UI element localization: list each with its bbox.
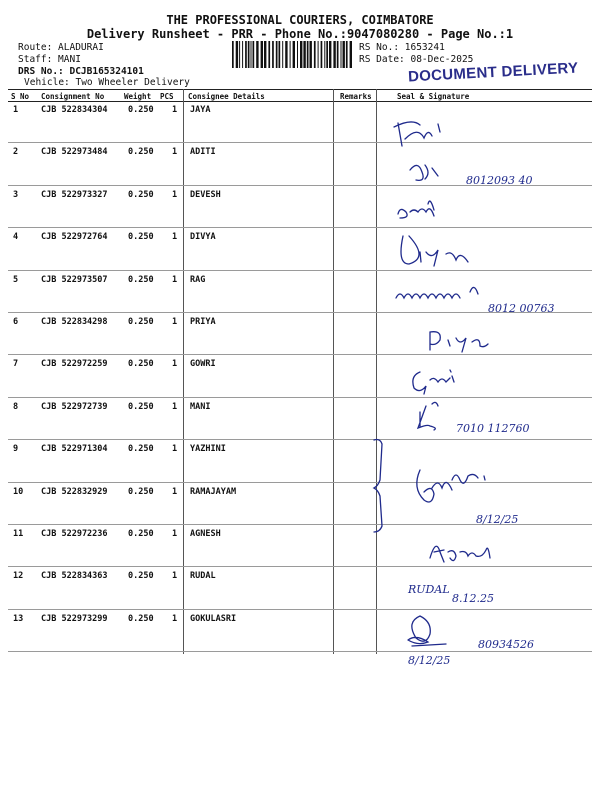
handwritten-date-12: 8.12.25 <box>452 592 494 605</box>
col-sno: S No <box>11 92 30 101</box>
cell-consignment-no: CJB 522973484 <box>41 147 108 158</box>
cell-consignment-no: CJB 522972236 <box>41 529 108 539</box>
handwritten-phone-5: 8012 00763 <box>488 302 555 315</box>
cell-sno: 10 <box>13 486 24 497</box>
cell-consignee: AGNESH <box>190 529 221 539</box>
cell-consignee: GOWRI <box>190 359 216 370</box>
cell-pcs: 1 <box>172 444 178 455</box>
signature-ramajayam <box>417 470 485 502</box>
col-pcs: PCS <box>160 92 174 101</box>
cell-pcs: 1 <box>172 571 178 582</box>
signature-mani <box>418 402 438 430</box>
company-title: THE PROFESSIONAL COURIERS, COIMBATORE <box>166 13 434 27</box>
cell-sno: 2 <box>13 147 19 158</box>
cell-pcs: 1 <box>172 274 178 285</box>
cell-consignee: RAG <box>190 274 206 285</box>
cell-pcs: 1 <box>172 232 178 243</box>
cell-weight: 0.250 <box>128 232 154 243</box>
signature-agnesh <box>430 546 490 562</box>
cell-weight: 0.250 <box>128 529 154 539</box>
cell-pcs: 1 <box>172 486 178 497</box>
handwritten-date-13: 8/12/25 <box>408 654 451 667</box>
signature-divya <box>401 236 468 266</box>
signature-gowri <box>413 370 454 394</box>
cell-sno: 8 <box>13 401 19 412</box>
col-signature: Seal & Signature <box>397 92 470 101</box>
cell-consignment-no: CJB 522972259 <box>41 359 108 370</box>
cell-consignment-no: CJB 522972764 <box>41 232 108 243</box>
rs-date: RS Date: 08-Dec-2025 <box>359 54 474 65</box>
handwritten-phone-2: 8012093 40 <box>466 174 533 187</box>
cell-pcs: 1 <box>172 529 178 539</box>
runsheet-subtitle: Delivery Runsheet - PRR - Phone No.:9047080280 - Page No.:1 <box>86 27 514 41</box>
vehicle-label: Vehicle: Two Wheeler Delivery <box>24 77 190 88</box>
cell-consignee: RUDAL <box>190 571 216 582</box>
cell-consignment-no: CJB 522832929 <box>41 486 108 497</box>
signature-priya <box>430 332 488 352</box>
cell-consignment-no: CJB 522834298 <box>41 317 108 327</box>
handwritten-phone-13: 80934526 <box>478 638 534 651</box>
cell-consignment-no: CJB 522971304 <box>41 444 108 455</box>
cell-consignee: ADITI <box>190 147 216 158</box>
drs-number: DRS No.: DCJB165324101 <box>18 66 144 77</box>
cell-consignee: DIVYA <box>190 232 216 243</box>
cell-consignee: RAMAJAYAM <box>190 486 237 497</box>
cell-pcs: 1 <box>172 317 178 327</box>
cell-pcs: 1 <box>172 105 178 115</box>
signature-jaya <box>394 122 440 146</box>
cell-sno: 5 <box>13 274 19 285</box>
cell-pcs: 1 <box>172 359 178 370</box>
cell-weight: 0.250 <box>128 571 154 582</box>
cell-consignee: YAZHINI <box>190 444 226 455</box>
cell-weight: 0.250 <box>128 105 154 115</box>
cell-sno: 1 <box>13 105 19 115</box>
cell-sno: 3 <box>13 189 19 200</box>
cell-consignee: DEVESH <box>190 189 221 200</box>
cell-weight: 0.250 <box>128 444 154 455</box>
cell-weight: 0.250 <box>128 147 154 158</box>
cell-weight: 0.250 <box>128 401 154 412</box>
rs-number: RS No.: 1653241 <box>359 42 445 53</box>
cell-weight: 0.250 <box>128 613 154 624</box>
route-label: Route: ALADURAI <box>18 42 104 53</box>
cell-consignment-no: CJB 522973299 <box>41 613 108 624</box>
cell-weight: 0.250 <box>128 317 154 327</box>
cell-consignment-no: CJB 522834363 <box>41 571 108 582</box>
cell-sno: 6 <box>13 317 19 327</box>
cell-consignment-no: CJB 522973327 <box>41 189 108 200</box>
cell-sno: 12 <box>13 571 24 582</box>
cell-weight: 0.250 <box>128 189 154 200</box>
cell-consignee: JAYA <box>190 105 211 115</box>
staff-label: Staff: MANI <box>18 54 81 65</box>
signature-devesh <box>398 201 434 218</box>
cell-consignee: MANI <box>190 401 211 412</box>
cell-pcs: 1 <box>172 613 178 624</box>
col-remarks: Remarks <box>340 92 372 101</box>
handwritten-phone-8: 7010 112760 <box>456 422 530 435</box>
cell-pcs: 1 <box>172 401 178 412</box>
cell-consignee: PRIYA <box>190 317 216 327</box>
cell-pcs: 1 <box>172 189 178 200</box>
signature-gokulasri <box>408 616 446 646</box>
cell-consignment-no: CJB 522973507 <box>41 274 108 285</box>
cell-consignment-no: CJB 522972739 <box>41 401 108 412</box>
signature-rag <box>396 287 478 298</box>
cell-pcs: 1 <box>172 147 178 158</box>
cell-consignment-no: CJB 522834304 <box>41 105 108 115</box>
cell-sno: 4 <box>13 232 19 243</box>
cell-weight: 0.250 <box>128 359 154 370</box>
cell-consignee: GOKULASRI <box>190 613 237 624</box>
cell-sno: 9 <box>13 444 19 455</box>
col-weight: Weight <box>124 92 152 101</box>
col-consignment: Consignment No <box>41 92 105 101</box>
handwritten-rudal: RUDAL <box>408 583 450 596</box>
cell-sno: 11 <box>13 529 24 539</box>
cell-sno: 13 <box>13 613 24 624</box>
bracket-9-10 <box>374 440 382 533</box>
handwritten-date-10: 8/12/25 <box>476 513 519 526</box>
col-consignee: Consignee Details <box>188 92 265 101</box>
cell-weight: 0.250 <box>128 486 154 497</box>
document-delivery-stamp: DOCUMENT DELIVERY <box>407 59 579 86</box>
cell-sno: 7 <box>13 359 19 370</box>
signature-aditi <box>410 165 438 180</box>
cell-weight: 0.250 <box>128 274 154 285</box>
